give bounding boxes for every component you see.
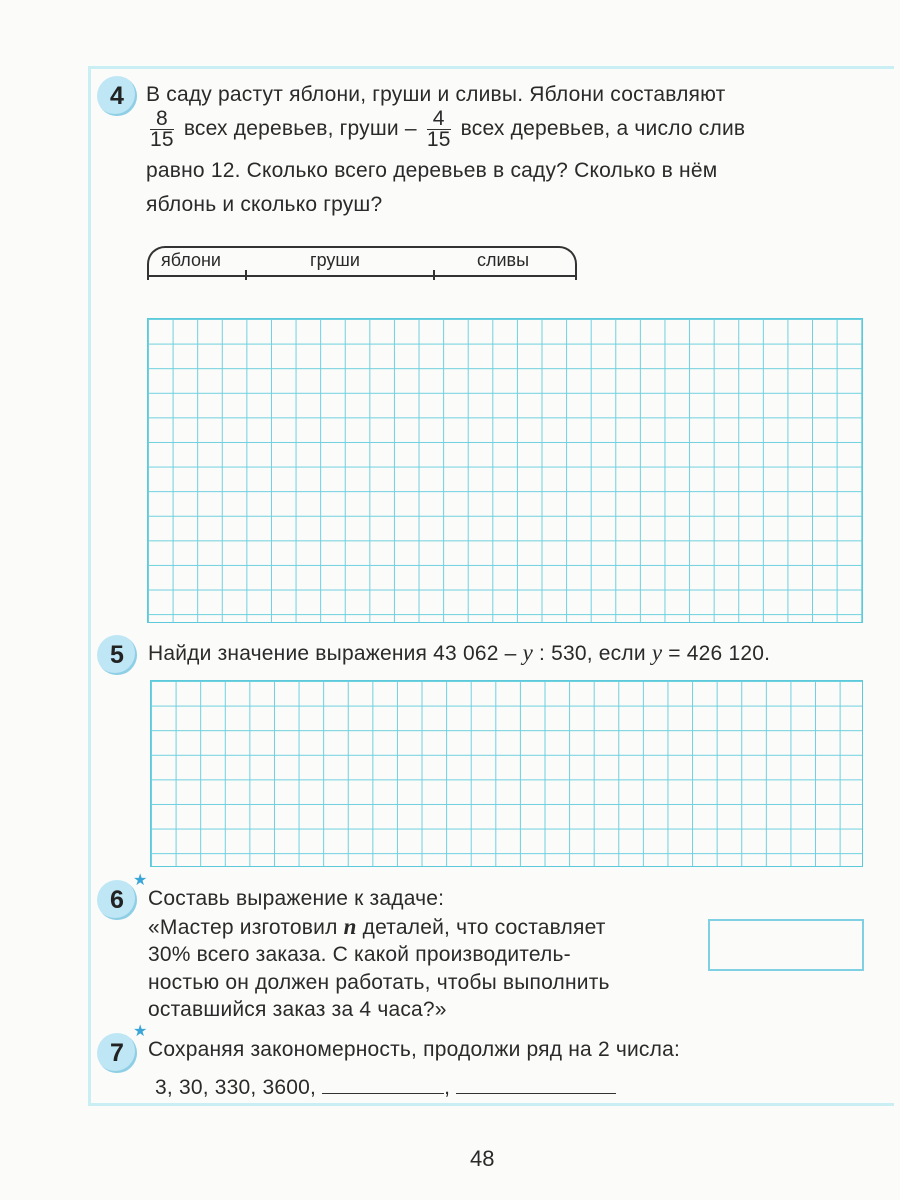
star-icon: ★ (133, 872, 148, 889)
task-7-series: 3, 30, 330, 3600, , (155, 1069, 616, 1107)
task-6-line-5: оставшийся заказ за 4 часа?» (148, 998, 447, 1021)
task-4-line-2: $\frac{8}{15}$ всех деревьев, груши – $\frac{4}{15}$ всех деревьев, а число слив (150, 107, 746, 151)
task-number: 4 (110, 81, 124, 110)
task-number: 5 (110, 640, 124, 669)
task-5-badge (97, 635, 137, 675)
task-4-badge (97, 76, 137, 116)
segment-scheme (147, 246, 579, 286)
answer-blank-2[interactable] (456, 1071, 616, 1094)
scheme-segment (147, 275, 577, 277)
answer-blank-1[interactable] (322, 1071, 444, 1094)
task-6-answer-box[interactable] (708, 919, 864, 971)
scheme-tick (433, 270, 435, 280)
fraction-8-15: $\frac{8}{15}$ (150, 107, 174, 151)
label-apples: яблони (161, 250, 221, 270)
page-number: 48 (470, 1146, 495, 1171)
task-6-line-3: 30% всего заказа. С какой производитель- (148, 943, 571, 966)
scheme-tick (575, 270, 577, 280)
label-pears: груши (310, 250, 360, 270)
task-number: 7 (110, 1038, 124, 1067)
scheme-tick (245, 270, 247, 280)
task-7-line-1: Сохраняя закономерность, продолжи ряд на 2 числа: (148, 1038, 681, 1061)
task-4-line-4: яблонь и сколько груш? (146, 193, 383, 216)
task-4-line-1: В саду растут яблони, груши и сливы. Яблони составляют (146, 83, 726, 106)
label-plums: сливы (477, 250, 530, 270)
task-6-line-2: «Мастер изготовил n деталей, что составляет (148, 914, 606, 939)
task-6-line-4: ностью он должен работать, чтобы выполнить (148, 971, 610, 994)
task-6-badge (97, 880, 137, 920)
fraction-4-15: $\frac{4}{15}$ (426, 107, 451, 151)
star-icon: ★ (133, 1023, 148, 1040)
scheme-tick (147, 270, 149, 280)
task-7-badge (97, 1033, 137, 1073)
task-number: 6 (110, 885, 124, 914)
task-5-answer-grid[interactable] (150, 680, 863, 867)
task-6-line-1: Составь выражение к задаче: (148, 887, 445, 910)
task-5-text: Найди значение выражения 43 062 – y : 530, если y = 426 120. (148, 640, 771, 665)
task-4-answer-grid[interactable] (147, 318, 863, 623)
task-4-line-3: равно 12. Сколько всего деревьев в саду? Сколько в нём (146, 159, 718, 182)
